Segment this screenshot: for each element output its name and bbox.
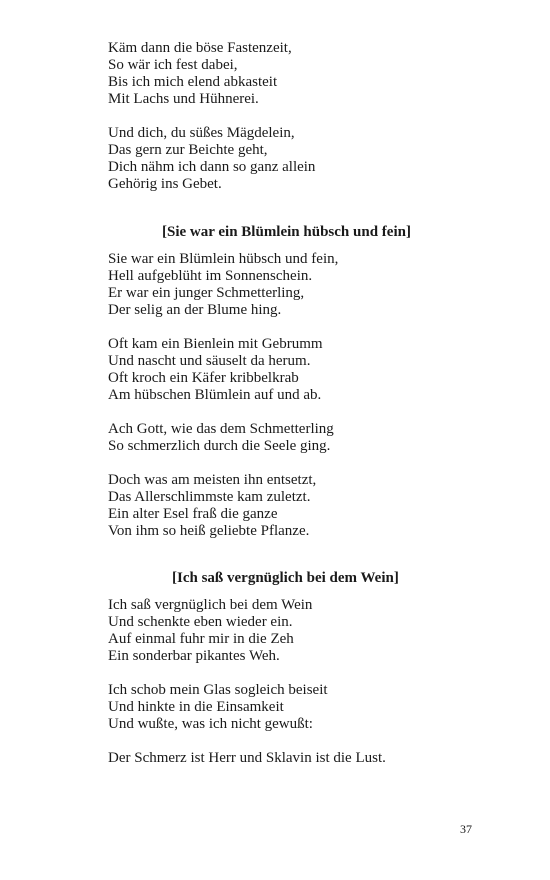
verse-line: Und wußte, was ich nicht gewußt: (108, 716, 313, 732)
verse-line: So wär ich fest dabei, (108, 57, 238, 73)
page-text (108, 40, 488, 784)
verse-line: Bis ich mich elend abkasteit (108, 74, 278, 90)
verse-line: Am hübschen Blümlein auf und ab. (108, 387, 322, 403)
verse-line: Sie war ein Blümlein hübsch und fein, (108, 251, 339, 267)
stanza (108, 682, 488, 733)
verse-line: Oft kroch ein Käfer kribbelkrab (108, 370, 299, 386)
verse-line: Von ihm so heiß geliebte Pflanze. (108, 523, 310, 539)
stanza (108, 472, 488, 540)
verse-line: Das Allerschlimmste kam zuletzt. (108, 489, 311, 505)
verse-line: Ich saß vergnüglich bei dem Wein (108, 597, 313, 613)
stanza (108, 125, 488, 193)
verse-line: Dich nähm ich dann so ganz allein (108, 159, 316, 175)
verse-line: Ein alter Esel fraß die ganze (108, 506, 278, 522)
stanza (108, 421, 488, 455)
verse-line: So schmerzlich durch die Seele ging. (108, 438, 331, 454)
verse-line: Auf einmal fuhr mir in die Zeh (108, 631, 294, 647)
poem-title: [Sie war ein Blümlein hübsch und fein] (162, 224, 411, 240)
verse-line: Das gern zur Beichte geht, (108, 142, 268, 158)
verse-line: Der selig an der Blume hing. (108, 302, 282, 318)
stanza (108, 750, 488, 767)
verse-line: Ein sonderbar pikantes Weh. (108, 648, 280, 664)
verse-line: Und hinkte in die Einsamkeit (108, 699, 284, 715)
stanza (108, 336, 488, 404)
verse-line: Mit Lachs und Hühnerei. (108, 91, 259, 107)
verse-line: Der Schmerz ist Herr und Sklavin ist die Lust. (108, 750, 386, 766)
verse-line: Hell aufgeblüht im Sonnenschein. (108, 268, 313, 284)
verse-line: Ich schob mein Glas sogleich beiseit (108, 682, 328, 698)
stanza (108, 251, 488, 319)
verse-line: Und schenkte eben wieder ein. (108, 614, 293, 630)
verse-line: Doch was am meisten ihn entsetzt, (108, 472, 317, 488)
verse-line: Käm dann die böse Fastenzeit, (108, 40, 292, 56)
stanza (108, 597, 488, 665)
page-number: 37 (460, 822, 472, 836)
verse-line: Und nascht und säuselt da herum. (108, 353, 311, 369)
verse-line: Und dich, du süßes Mägdelein, (108, 125, 295, 141)
verse-line: Ach Gott, wie das dem Schmetterling (108, 421, 334, 437)
poem-title: [Ich saß vergnüglich bei dem Wein] (172, 570, 399, 586)
verse-line: Gehörig ins Gebet. (108, 176, 222, 192)
verse-line: Oft kam ein Bienlein mit Gebrumm (108, 336, 323, 352)
verse-line: Er war ein junger Schmetterling, (108, 285, 305, 301)
stanza (108, 40, 488, 108)
